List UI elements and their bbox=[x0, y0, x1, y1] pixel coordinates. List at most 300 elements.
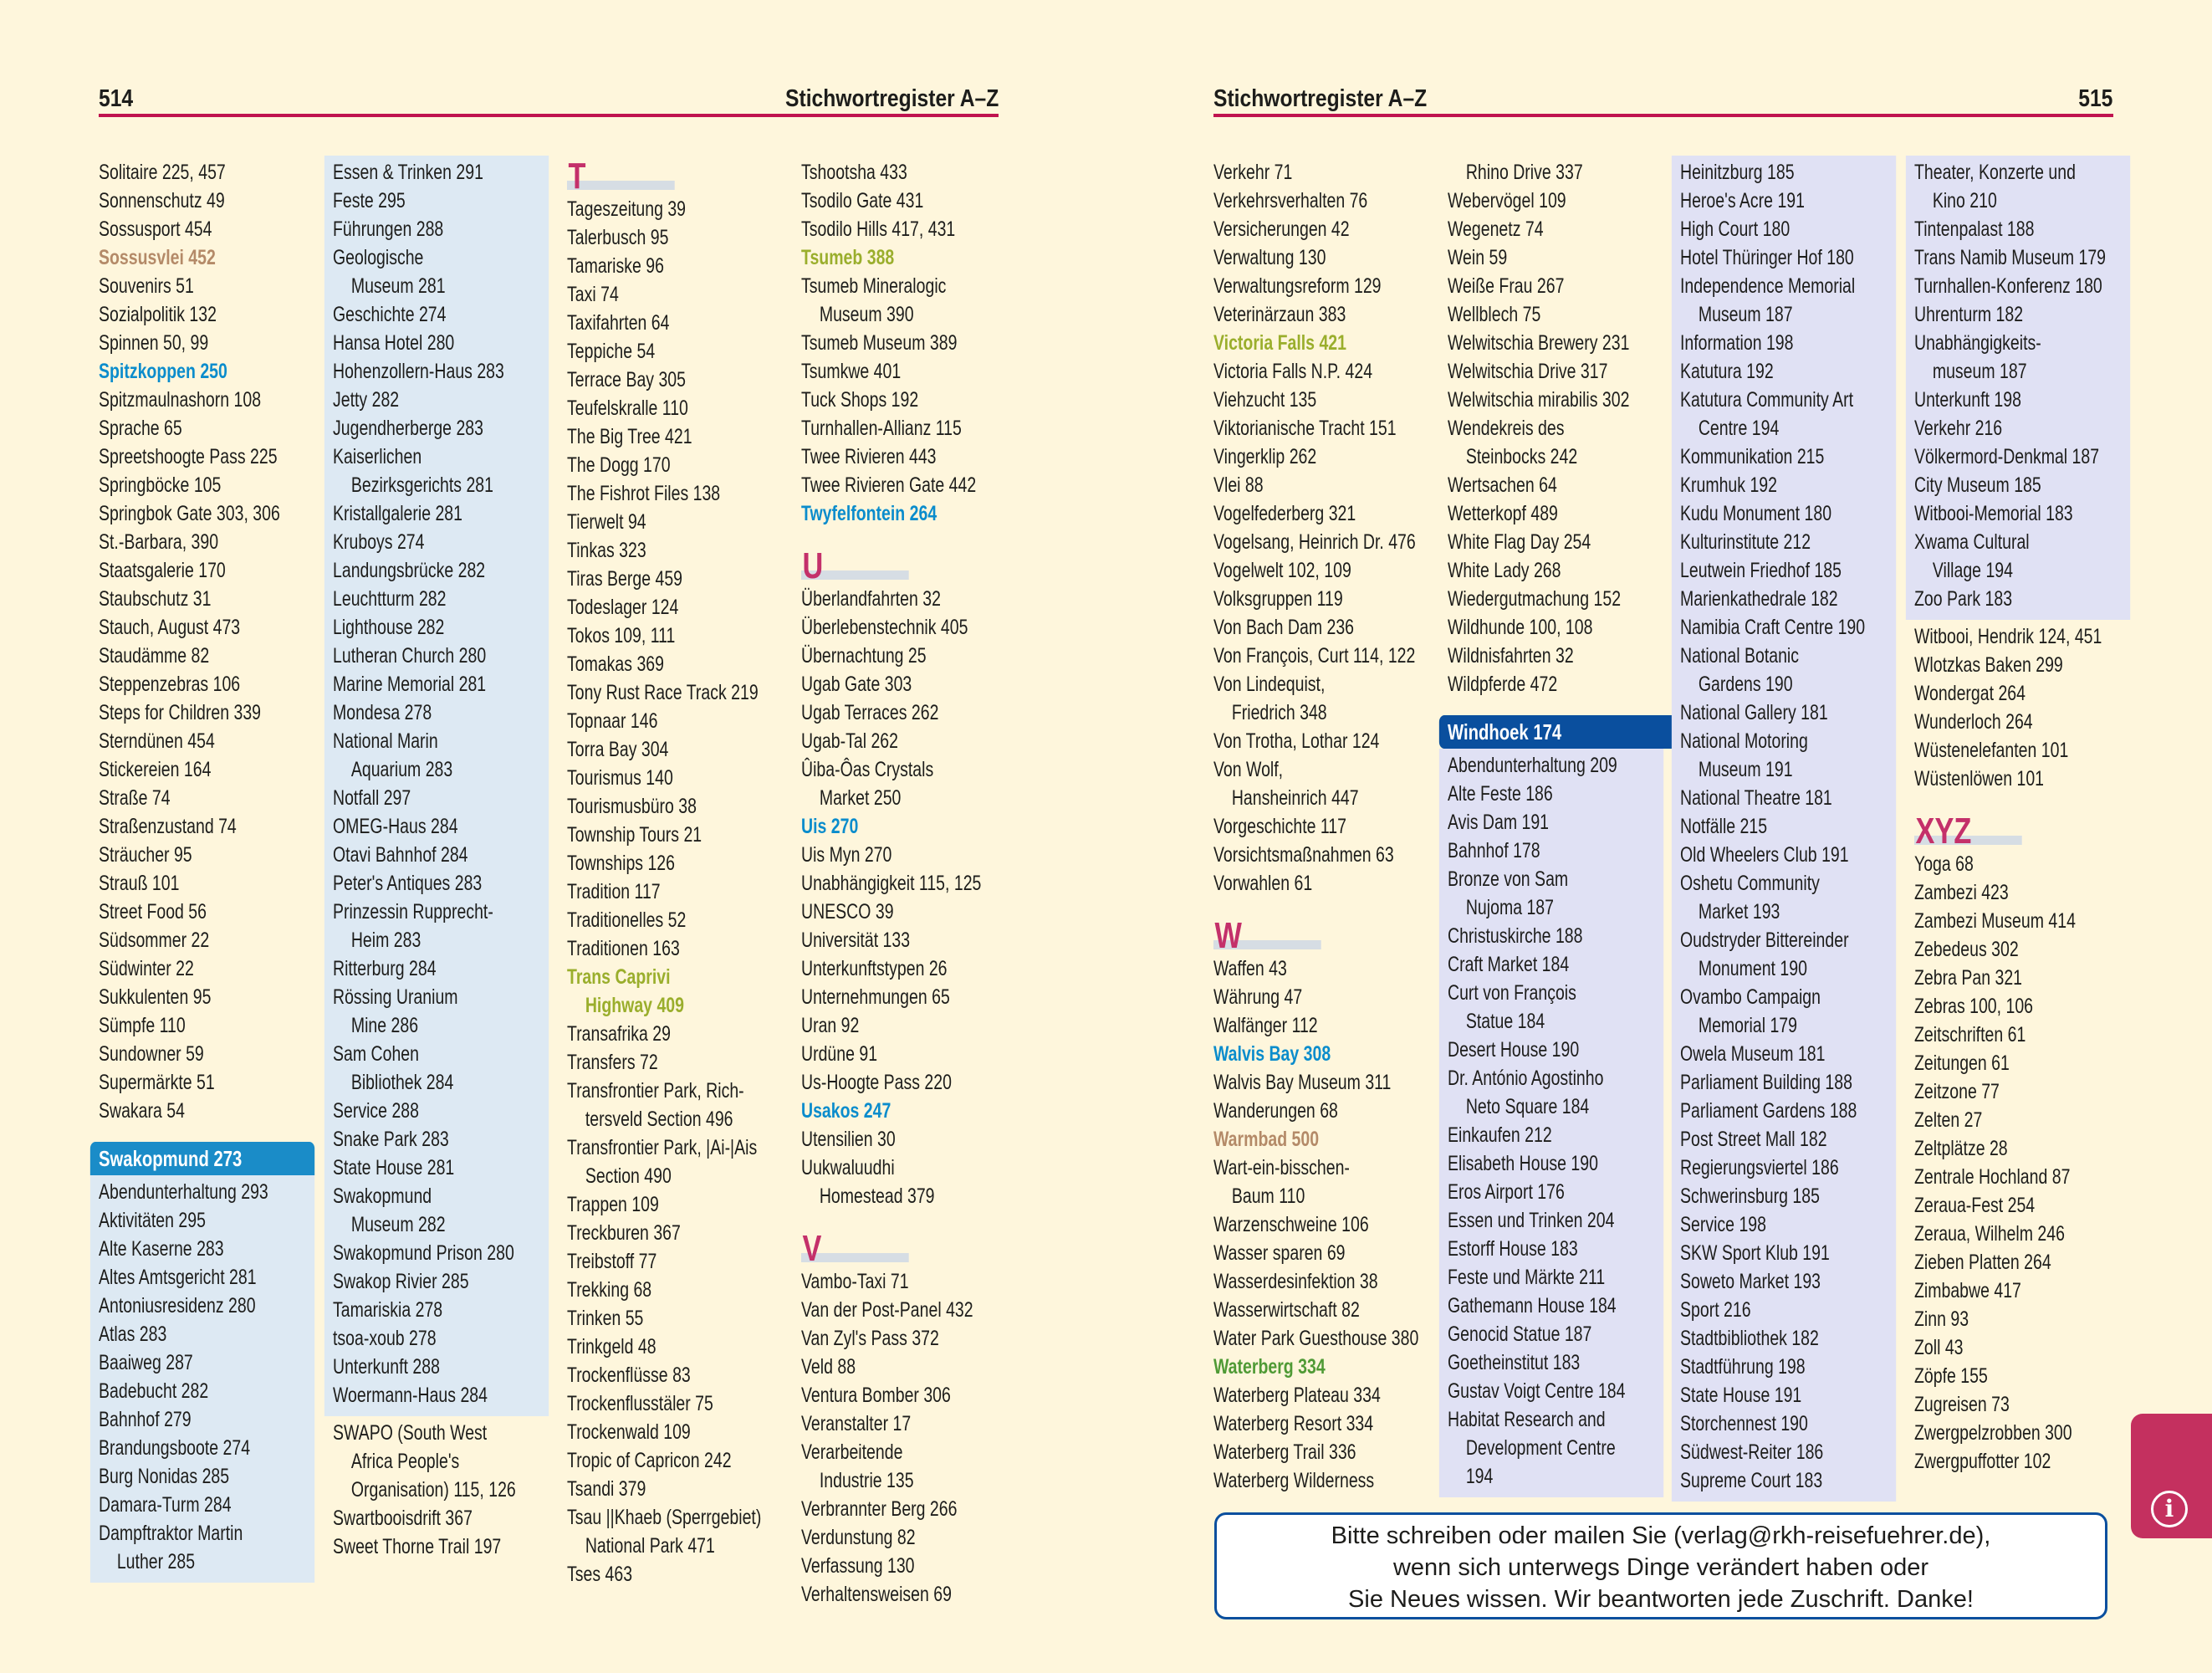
index-entry-text: Tsumkwe 401 bbox=[801, 360, 902, 383]
index-entry bbox=[1680, 1296, 1893, 1324]
index-entry bbox=[567, 678, 783, 707]
section-box-header: Swakopmund 273 bbox=[90, 1142, 314, 1175]
index-entry bbox=[1213, 670, 1429, 727]
index-entry bbox=[1680, 329, 1893, 357]
index-column bbox=[801, 156, 1017, 1609]
index-entry bbox=[1680, 812, 1893, 841]
index-entry bbox=[801, 1154, 1017, 1210]
index-entry bbox=[801, 158, 1017, 187]
index-entry-text: Wein 59 bbox=[1448, 246, 1508, 269]
index-entry-text: Zentrale Hochland 87 bbox=[1914, 1165, 2071, 1189]
index-entry-text: Todeslager 124 bbox=[567, 596, 679, 619]
index-entry-text: Veranstalter 17 bbox=[801, 1412, 912, 1435]
index-entry-text: Unabhängigkeit 115, 125 bbox=[801, 872, 982, 895]
index-entry bbox=[333, 1419, 549, 1504]
index-entry-text: Township Tours 21 bbox=[567, 823, 702, 847]
index-entry bbox=[1448, 1377, 1661, 1405]
index-entry bbox=[1448, 836, 1661, 865]
index-entry bbox=[801, 386, 1017, 414]
index-entry-text: Twyfelfontein 264 bbox=[801, 502, 937, 525]
index-entry bbox=[567, 963, 783, 1020]
index-entry bbox=[1680, 1154, 1893, 1182]
index-entry-continuation: Highway 409 bbox=[585, 994, 684, 1017]
index-entry-text: Supreme Court 183 bbox=[1680, 1469, 1823, 1492]
index-entry-text: Post Street Mall 182 bbox=[1680, 1128, 1827, 1151]
index-entry-text: Zeraua-Fest 254 bbox=[1914, 1194, 2036, 1217]
index-entry bbox=[1680, 926, 1893, 983]
index-entry-text: Wlotzkas Baken 299 bbox=[1914, 653, 2063, 677]
index-entry-text: Utensilien 30 bbox=[801, 1128, 896, 1151]
index-entry bbox=[1680, 1182, 1893, 1210]
index-entry-continuation: Neto Square 184 bbox=[1465, 1095, 1590, 1118]
index-entry bbox=[1914, 1021, 2130, 1049]
index-entry-text: Trekking 68 bbox=[567, 1278, 652, 1302]
index-entry bbox=[333, 556, 546, 585]
index-entry-continuation: National Park 471 bbox=[585, 1534, 715, 1558]
right-page-number: 515 bbox=[2077, 85, 2112, 112]
index-entry bbox=[99, 1011, 314, 1040]
index-entry-text: Walfänger 112 bbox=[1213, 1014, 1318, 1037]
index-entry bbox=[1914, 1077, 2130, 1106]
index-entry bbox=[333, 1353, 546, 1381]
index-entry bbox=[1914, 964, 2130, 992]
index-entry-text: Südwest-Reiter 186 bbox=[1680, 1440, 1824, 1464]
index-entry bbox=[801, 1011, 1017, 1040]
index-entry-text: Wüstenlöwen 101 bbox=[1914, 767, 2045, 790]
index-entry-text: Woermann-Haus 284 bbox=[333, 1384, 488, 1407]
index-entry-text: Traditionen 163 bbox=[567, 937, 680, 960]
index-entry-text: Baaiweg 287 bbox=[99, 1351, 193, 1374]
index-entry bbox=[567, 707, 783, 735]
index-entry bbox=[99, 1206, 312, 1235]
index-entry-continuation: Section 490 bbox=[585, 1164, 672, 1188]
index-entry bbox=[567, 1503, 783, 1560]
index-entry-text: Wunderloch 264 bbox=[1914, 710, 2033, 734]
index-entry-text: Damara-Turm 284 bbox=[99, 1493, 232, 1517]
index-entry-text: National Gallery 181 bbox=[1680, 701, 1828, 724]
index-entry bbox=[99, 869, 314, 898]
index-entry-text: Sam Cohen bbox=[333, 1042, 419, 1066]
index-entry-text: Sozialpolitik 132 bbox=[99, 303, 217, 326]
index-entry-text: Zebedeus 302 bbox=[1914, 938, 2019, 961]
index-entry-text: Trockenflusstäler 75 bbox=[567, 1392, 713, 1415]
index-entry-text: National Theatre 181 bbox=[1680, 786, 1832, 810]
index-entry-text: Craft Market 184 bbox=[1448, 953, 1570, 976]
index-entry bbox=[1914, 243, 2128, 272]
index-entry-text: Zeitzone 77 bbox=[1914, 1080, 2000, 1103]
index-entry bbox=[333, 954, 546, 983]
index-entry bbox=[1914, 907, 2130, 935]
index-section bbox=[99, 156, 314, 1125]
index-entry bbox=[333, 158, 546, 187]
index-entry bbox=[1914, 1220, 2130, 1248]
index-entry bbox=[99, 357, 314, 386]
index-entry bbox=[801, 329, 1017, 357]
index-entry-text: Sossusport 454 bbox=[99, 217, 212, 241]
index-entry-text: Zoo Park 183 bbox=[1914, 587, 2013, 611]
index-entry-text: Townships 126 bbox=[567, 852, 676, 875]
index-entry-text: Transafrika 29 bbox=[567, 1022, 671, 1046]
index-entry-continuation: Steinbocks 242 bbox=[1465, 445, 1578, 468]
index-entry-text: Zebra Pan 321 bbox=[1914, 966, 2023, 990]
index-entry-text: Zwergpelzrobben 300 bbox=[1914, 1421, 2072, 1445]
index-entry-text: tsoa-xoub 278 bbox=[333, 1327, 437, 1350]
index-section bbox=[1914, 620, 2130, 1476]
index-entry bbox=[99, 471, 314, 499]
index-entry bbox=[567, 451, 783, 479]
index-entry-text: Jugendherberge 283 bbox=[333, 417, 483, 440]
index-entry-text: Viktorianische Tracht 151 bbox=[1213, 417, 1397, 440]
index-entry bbox=[567, 1020, 783, 1048]
index-entry-text: Kulturinstitute 212 bbox=[1680, 530, 1811, 554]
index-entry bbox=[99, 243, 314, 272]
index-entry bbox=[1680, 1466, 1893, 1495]
index-entry bbox=[1448, 979, 1661, 1036]
feedback-notice bbox=[1214, 1512, 2107, 1619]
index-entry-text: Soweto Market 193 bbox=[1680, 1270, 1821, 1293]
index-entry-text: Verhaltensweisen 69 bbox=[801, 1583, 952, 1606]
index-entry-continuation: Museum 390 bbox=[819, 303, 914, 326]
index-entry bbox=[1213, 243, 1429, 272]
index-entry-text: Oshetu Community bbox=[1680, 872, 1820, 895]
index-entry-text: Solitaire 225, 457 bbox=[99, 161, 226, 184]
index-entry-continuation: Luther 285 bbox=[116, 1550, 196, 1573]
index-entry bbox=[567, 1077, 783, 1133]
index-entry-text: Uran 92 bbox=[801, 1014, 860, 1037]
index-entry bbox=[1914, 1362, 2130, 1390]
index-entry bbox=[567, 508, 783, 536]
index-entry-text: Veterinärzaun 383 bbox=[1213, 303, 1346, 326]
index-entry-text: Wildnisfahrten 32 bbox=[1448, 644, 1574, 668]
index-entry bbox=[333, 898, 546, 954]
index-entry bbox=[801, 1267, 1017, 1296]
index-entry bbox=[567, 735, 783, 764]
index-entry-text: Curt von François bbox=[1448, 981, 1576, 1005]
index-entry-text: Ugab-Tal 262 bbox=[801, 729, 899, 753]
index-entry-text: Spitzkoppen 250 bbox=[99, 360, 227, 383]
index-entry bbox=[1448, 1149, 1661, 1178]
index-entry-text: Tourismus 140 bbox=[567, 766, 673, 790]
index-entry bbox=[99, 1405, 312, 1434]
index-entry bbox=[801, 585, 1017, 613]
index-entry bbox=[1680, 499, 1893, 528]
index-entry bbox=[801, 1125, 1017, 1154]
index-column bbox=[1914, 156, 2130, 1476]
index-entry bbox=[1448, 357, 1663, 386]
index-entry-text: Von Bach Dam 236 bbox=[1213, 616, 1355, 639]
index-entry-text: Ovambo Campaign bbox=[1680, 985, 1821, 1009]
index-entry bbox=[99, 528, 314, 556]
index-entry-text: Uis Myn 270 bbox=[801, 843, 892, 867]
index-entry-text: Uukwaluudhi bbox=[801, 1156, 895, 1179]
index-entry bbox=[1680, 1410, 1893, 1438]
index-entry bbox=[801, 954, 1017, 983]
index-entry bbox=[1213, 1097, 1429, 1125]
index-entry-text: Mondesa 278 bbox=[333, 701, 432, 724]
index-entry-text: Tshootsha 433 bbox=[801, 161, 907, 184]
index-entry bbox=[333, 1504, 549, 1532]
index-entry-text: Owela Museum 181 bbox=[1680, 1042, 1826, 1066]
index-entry-text: Namibia Craft Centre 190 bbox=[1680, 616, 1866, 639]
index-entry bbox=[1680, 727, 1893, 784]
index-entry-text: Otavi Bahnhof 284 bbox=[333, 843, 468, 867]
index-entry bbox=[1213, 1239, 1429, 1267]
index-entry bbox=[1213, 187, 1429, 215]
info-side-tab[interactable] bbox=[2131, 1414, 2212, 1538]
index-entry bbox=[801, 727, 1017, 755]
index-entry-text: Waffen 43 bbox=[1213, 957, 1287, 980]
index-entry bbox=[1914, 158, 2128, 215]
index-entry bbox=[801, 215, 1017, 243]
index-entry-text: Universität 133 bbox=[801, 929, 911, 952]
index-entry-text: Bahnhof 178 bbox=[1448, 839, 1540, 862]
index-entry bbox=[99, 1040, 314, 1068]
index-entry bbox=[99, 642, 314, 670]
index-entry bbox=[801, 414, 1017, 443]
index-entry bbox=[99, 841, 314, 869]
index-entry-text: Rössing Uranium bbox=[333, 985, 458, 1009]
index-entry-text: Badebucht 282 bbox=[99, 1379, 209, 1403]
index-entry bbox=[1914, 300, 2128, 329]
index-entry-text: Witbooi, Hendrik 124, 451 bbox=[1914, 625, 2102, 648]
index-entry-text: Regierungsviertel 186 bbox=[1680, 1156, 1839, 1179]
index-entry-text: Victoria Falls N.P. 424 bbox=[1213, 360, 1373, 383]
index-entry bbox=[567, 536, 783, 565]
index-entry bbox=[1680, 243, 1893, 272]
index-entry bbox=[1448, 585, 1663, 613]
index-entry-text: Zambezi Museum 414 bbox=[1914, 909, 2076, 933]
index-entry-text: Zinn 93 bbox=[1914, 1307, 1969, 1331]
index-entry-text: Twee Rivieren 443 bbox=[801, 445, 937, 468]
index-entry-text: Vlei 88 bbox=[1213, 473, 1264, 497]
index-entry-text: Versicherungen 42 bbox=[1213, 217, 1350, 241]
index-entry-text: Hotel Thüringer Hof 180 bbox=[1680, 246, 1854, 269]
index-entry-text: Antoniusresidenz 280 bbox=[99, 1294, 256, 1317]
index-entry bbox=[1448, 922, 1661, 950]
index-entry-text: Tamariske 96 bbox=[567, 254, 664, 278]
index-entry-text: Zeraua, Wilhelm 246 bbox=[1914, 1222, 2065, 1246]
index-entry-text: Warmbad 500 bbox=[1213, 1128, 1320, 1151]
index-entry bbox=[567, 1190, 783, 1219]
index-entry-text: Staatsgalerie 170 bbox=[99, 559, 226, 582]
index-entry bbox=[1680, 869, 1893, 926]
index-entry-text: Wendekreis des bbox=[1448, 417, 1565, 440]
index-entry bbox=[1914, 1248, 2130, 1276]
index-entry bbox=[1448, 950, 1661, 979]
index-entry-text: Uhrenturm 182 bbox=[1914, 303, 2024, 326]
index-entry bbox=[567, 1361, 783, 1389]
index-entry-text: Information 198 bbox=[1680, 331, 1794, 355]
index-entry-continuation: Kino 210 bbox=[1932, 189, 1997, 212]
index-entry-text: Van Zyl's Pass 372 bbox=[801, 1327, 939, 1350]
index-entry bbox=[1213, 954, 1429, 983]
index-entry-text: Schwerinsburg 185 bbox=[1680, 1184, 1820, 1208]
info-icon: i bbox=[2151, 1491, 2188, 1527]
index-entry bbox=[567, 309, 783, 337]
index-entry-text: Stickereien 164 bbox=[99, 758, 212, 781]
index-entry-text: Stadtführung 198 bbox=[1680, 1355, 1806, 1379]
index-entry bbox=[1680, 1267, 1893, 1296]
letter-heading-text: XYZ bbox=[1915, 811, 1972, 852]
index-entry-text: Steps for Children 339 bbox=[99, 701, 262, 724]
index-entry-continuation: Bibliothek 284 bbox=[350, 1071, 454, 1094]
index-entry bbox=[1448, 329, 1663, 357]
index-entry-text: Lighthouse 282 bbox=[333, 616, 445, 639]
letter-heading-text: W bbox=[1214, 915, 1242, 956]
index-entry bbox=[1213, 1381, 1429, 1410]
index-entry-text: Swakara 54 bbox=[99, 1099, 185, 1123]
index-entry-text: Katutura 192 bbox=[1680, 360, 1774, 383]
index-entry-text: Steppenzebras 106 bbox=[99, 673, 241, 696]
index-entry bbox=[1448, 187, 1663, 215]
index-entry bbox=[99, 1320, 312, 1348]
index-entry-text: Waterberg Wilderness bbox=[1213, 1469, 1375, 1492]
index-entry bbox=[1213, 272, 1429, 300]
index-entry-text: Heroe's Acre 191 bbox=[1680, 189, 1805, 212]
index-entry-text: Hansa Hotel 280 bbox=[333, 331, 455, 355]
index-entry bbox=[1448, 528, 1663, 556]
feedback-line: wenn sich unterwegs Dinge verändert haben oder bbox=[1392, 1554, 1928, 1581]
index-entry-text: Wüstenelefanten 101 bbox=[1914, 739, 2069, 762]
index-entry bbox=[1914, 1333, 2130, 1362]
index-entry-text: Alte Feste 186 bbox=[1448, 782, 1553, 806]
index-entry bbox=[1448, 1348, 1661, 1377]
index-entry-text: Eros Airport 176 bbox=[1448, 1180, 1565, 1204]
index-entry-text: Independence Memorial bbox=[1680, 274, 1856, 298]
index-entry-text: Hohenzollern-Haus 283 bbox=[333, 360, 504, 383]
index-entry-text: Theater, Konzerte und bbox=[1914, 161, 2076, 184]
index-entry bbox=[1680, 841, 1893, 869]
index-entry bbox=[1448, 780, 1661, 808]
index-entry bbox=[1213, 983, 1429, 1011]
index-entry bbox=[1914, 1191, 2130, 1220]
index-entry bbox=[99, 158, 314, 187]
index-entry-text: Tropic of Capricon 242 bbox=[567, 1449, 732, 1472]
index-entry bbox=[1914, 935, 2130, 964]
index-entry bbox=[1448, 613, 1663, 642]
index-entry bbox=[99, 386, 314, 414]
index-entry-text: Dampftraktor Martin bbox=[99, 1522, 243, 1545]
left-header-rule bbox=[99, 114, 999, 117]
index-entry-text: Webervögel 109 bbox=[1448, 189, 1566, 212]
index-entry bbox=[1448, 865, 1661, 922]
index-entry-text: Tiras Berge 459 bbox=[567, 567, 683, 591]
index-entry-continuation: Centre 194 bbox=[1698, 417, 1780, 440]
index-entry bbox=[1448, 158, 1663, 187]
index-entry bbox=[1680, 784, 1893, 812]
index-entry bbox=[333, 528, 546, 556]
index-entry-text: Estorff House 183 bbox=[1448, 1237, 1578, 1261]
index-entry-text: Gathemann House 184 bbox=[1448, 1294, 1617, 1317]
index-entry bbox=[99, 1178, 312, 1206]
index-entry bbox=[333, 698, 546, 727]
index-entry bbox=[1213, 1410, 1429, 1438]
index-entry bbox=[1213, 357, 1429, 386]
index-entry-text: Landungsbrücke 282 bbox=[333, 559, 486, 582]
index-entry bbox=[567, 1475, 783, 1503]
index-entry-text: Tintenpalast 188 bbox=[1914, 217, 2035, 241]
index-entry-text: OMEG-Haus 284 bbox=[333, 815, 458, 838]
index-entry-text: SKW Sport Klub 191 bbox=[1680, 1241, 1830, 1265]
index-entry-text: Kaiserlichen bbox=[333, 445, 422, 468]
index-entry-continuation: Baum 110 bbox=[1231, 1184, 1305, 1208]
index-entry bbox=[801, 698, 1017, 727]
index-column bbox=[567, 156, 783, 1589]
index-entry bbox=[1914, 679, 2130, 708]
index-entry bbox=[1914, 1049, 2130, 1077]
index-entry bbox=[1914, 1276, 2130, 1305]
index-entry-text: Staudämme 82 bbox=[99, 644, 210, 668]
index-entry bbox=[1448, 1121, 1661, 1149]
index-entry-continuation: Monument 190 bbox=[1698, 957, 1807, 980]
index-entry-continuation: Museum 281 bbox=[350, 274, 446, 298]
index-entry bbox=[333, 1239, 546, 1267]
index-entry-text: Tourismusbüro 38 bbox=[567, 795, 697, 818]
index-entry bbox=[1213, 329, 1429, 357]
index-entry-text: Krumhuk 192 bbox=[1680, 473, 1777, 497]
index-entry-text: Talerbusch 95 bbox=[567, 226, 669, 249]
index-entry bbox=[801, 1097, 1017, 1125]
index-section bbox=[801, 156, 1017, 1609]
letter-heading bbox=[801, 1227, 1017, 1267]
index-entry-text: Zugreisen 73 bbox=[1914, 1393, 2010, 1416]
index-entry-text: Verwaltung 130 bbox=[1213, 246, 1326, 269]
index-entry-text: Atlas 283 bbox=[99, 1323, 167, 1346]
index-entry-text: Sundowner 59 bbox=[99, 1042, 204, 1066]
index-entry-text: Verkehr 71 bbox=[1213, 161, 1293, 184]
index-entry-text: Verbrannter Berg 266 bbox=[801, 1497, 958, 1521]
index-entry-continuation: Rhino Drive 337 bbox=[1465, 161, 1583, 184]
index-entry-text: Warzenschweine 106 bbox=[1213, 1213, 1369, 1236]
index-entry bbox=[1680, 585, 1893, 613]
index-entry-text: Bronze von Sam bbox=[1448, 867, 1569, 891]
index-entry bbox=[99, 698, 314, 727]
index-entry bbox=[1914, 1305, 2130, 1333]
index-entry-text: Transfrontier Park, |Ai-|Ais bbox=[567, 1136, 758, 1159]
index-entry bbox=[801, 812, 1017, 841]
index-entry bbox=[1213, 1438, 1429, 1466]
index-entry-text: Tses 463 bbox=[567, 1563, 633, 1586]
index-entry-text: Tsodilo Hills 417, 431 bbox=[801, 217, 956, 241]
index-entry-text: Wildpferde 472 bbox=[1448, 673, 1558, 696]
index-entry-text: Unabhängigkeits- bbox=[1914, 331, 2041, 355]
index-entry bbox=[1448, 1320, 1661, 1348]
index-entry-continuation: Africa People's bbox=[350, 1450, 460, 1473]
index-entry bbox=[567, 622, 783, 650]
index-section bbox=[567, 156, 783, 1589]
index-entry-text: Straße 74 bbox=[99, 786, 171, 810]
index-entry-text: Leutwein Friedhof 185 bbox=[1680, 559, 1842, 582]
letter-heading-text: T bbox=[568, 156, 586, 197]
index-entry-text: Christuskirche 188 bbox=[1448, 924, 1583, 948]
index-entry bbox=[1448, 808, 1661, 836]
index-entry bbox=[567, 1219, 783, 1247]
index-entry bbox=[99, 499, 314, 528]
index-entry bbox=[1680, 158, 1893, 187]
index-entry-text: Tomakas 369 bbox=[567, 652, 664, 676]
index-entry-text: Brandungsboote 274 bbox=[99, 1436, 251, 1460]
index-entry bbox=[333, 812, 546, 841]
index-entry bbox=[1680, 1210, 1893, 1239]
index-entry bbox=[1448, 1292, 1661, 1320]
index-entry-text: Von Trotha, Lothar 124 bbox=[1213, 729, 1380, 753]
index-entry bbox=[1914, 471, 2128, 499]
index-entry bbox=[567, 422, 783, 451]
index-entry-text: Stauch, August 473 bbox=[99, 616, 241, 639]
index-entry bbox=[801, 1353, 1017, 1381]
index-entry bbox=[567, 1389, 783, 1418]
index-entry-text: Walvis Bay Museum 311 bbox=[1213, 1071, 1392, 1094]
